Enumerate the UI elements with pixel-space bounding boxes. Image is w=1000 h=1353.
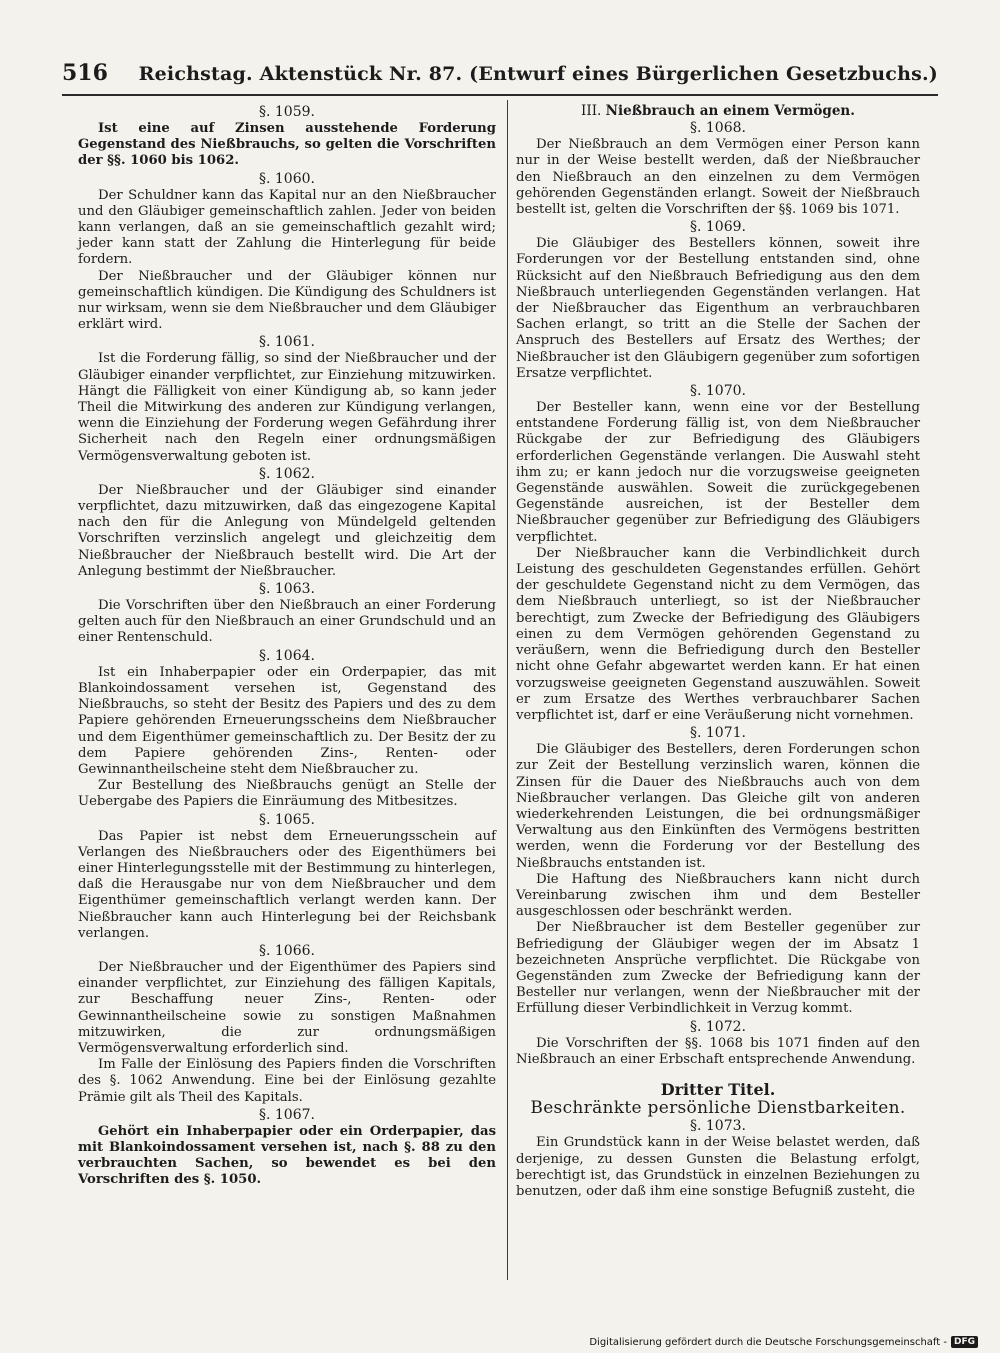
section-number: §. 1063. <box>259 581 315 598</box>
left-column <box>78 103 496 1189</box>
paragraph: Ist eine auf Zinsen ausstehende Forderung Gegenstand des Nießbrauchs, so gelten die Vorschriften der §§. 1060 bis 1062. <box>78 121 496 169</box>
subsection-heading <box>516 103 920 119</box>
paragraph: Ist die Forderung fällig, so sind der Nießbraucher und der Gläubiger einander verpflichtet, zur Einziehung mitzuwirken. Hängt die Fälligkeit von einer Kündigung ab, so kann jeder Theil die Mitwirkung des anderen zur Kündigung verlangen, wenn die Einziehung der Forderung wegen Gefährdung ihrer Sicherheit nach den Regeln einer ordnungsmäßigen Vermögensverwaltung geboten ist. <box>78 351 496 464</box>
paragraph: Der Schuldner kann das Kapital nur an den Nießbraucher und den Gläubiger gemeinschaftlich zahlen. Jeder von beiden kann verlangen, daß an sie gemeinschaftlich gezahlt wird; jeder kann statt der Zahlung die Hinterlegung für beide fordern. <box>78 187 496 268</box>
paragraph: Der Nießbraucher ist dem Besteller gegenüber zur Befriedigung der Gläubiger wegen der im Absatz 1 bezeichneten Ansprüche verpflichtet. Die Rückgabe von Gegenständen zum Zwecke der Befriedigung kann der Besteller nur verlangen, wenn der Nießbraucher mit der Erfüllung dieser Verbindlichkeit in Verzug kommt. <box>516 920 920 1017</box>
footer-credit: Digitalisierung gefördert durch die Deutsche Forschungsgemeinschaft - <box>589 1336 947 1348</box>
section-number: §. 1061. <box>259 334 315 351</box>
paragraph: Zur Bestellung des Nießbrauchs genügt an Stelle der Uebergabe des Papiers die Einräumung des Mitbesitzes. <box>78 778 496 810</box>
paragraph: Der Nießbraucher und der Gläubiger sind einander verpflichtet, dazu mitzuwirken, daß das eingezogene Kapital nach den für die Anlegung von Mündelgeld geltenden Vorschriften verzinslich angelegt und gleichzeitig dem Nießbraucher der Nießbrauch bestellt wird. Die Art der Anlegung bestimmt der Nießbraucher. <box>78 482 496 579</box>
section-number: §. 1062. <box>259 465 315 482</box>
section-number: §. 1072. <box>690 1018 746 1035</box>
title-subheading: Beschränkte persönliche Dienstbarkeiten. <box>530 1098 906 1119</box>
subsection-number: III. <box>581 103 602 119</box>
section-number: §. 1066. <box>259 942 315 959</box>
paragraph: Der Nießbraucher kann die Verbindlichkeit durch Leistung des geschuldeten Gegenstandes erfüllen. Gehört der geschuldete Gegenstand nicht zu dem Vermögen, das dem Nießbrauch unterliegt, so ist der Nießbraucher berechtigt, zum Zwecke der Befriedigung des Gläubigers einen zu dem Vermögen gehörenden Gegenstand zu veräußern, wenn die Befriedigung durch den Besteller nicht ohne Gefahr abgewartet werden kann. Er hat einen vorzugsweise geeigneten Gegenstand auszuwählen. Soweit er zum Ersatze des Werthes verbrauchbarer Sachen verpflichtet ist, darf er eine Veräußerung nicht vornehmen. <box>516 545 920 723</box>
section-number: §. 1071. <box>690 725 746 742</box>
header-rule <box>62 94 938 96</box>
page-footer <box>589 1336 978 1348</box>
section-number: §. 1073. <box>690 1118 746 1135</box>
section-number: §. 1060. <box>259 170 315 187</box>
right-column <box>516 103 920 1200</box>
paragraph: Die Vorschriften der §§. 1068 bis 1071 finden auf den Nießbrauch an einer Erbschaft entsprechende Anwendung. <box>516 1035 920 1067</box>
section-number: §. 1065. <box>259 811 315 828</box>
paragraph: Die Gläubiger des Bestellers können, soweit ihre Forderungen vor der Bestellung entstanden sind, ohne Rücksicht auf den Nießbrauch Befriedigung aus den dem Nießbrauch unterliegenden Gegenständen verlangen. Hat der Nießbraucher das Eigenthum an verbrauchbaren Sachen erlangt, so tritt an die Stelle der Sachen der Anspruch des Bestellers auf Ersatz des Werthes; der Nießbraucher ist den Gläubigern gegenüber zum sofortigen Ersatze verpflichtet. <box>516 236 920 381</box>
section-number: §. 1059. <box>259 104 315 120</box>
paragraph: Ist ein Inhaberpapier oder ein Orderpapier, das mit Blankoindossament versehen ist, Gegenstand des Nießbrauchs, so steht der Besitz des Papiers und des zu dem Papiere gehörenden Erneuerungsscheins dem Nießbraucher und dem Eigenthümer gemeinschaftlich zu. Der Besitz der zu dem Papiere gehörenden Zins-, Renten- oder Gewinnantheilscheine steht dem Nießbraucher zu. <box>78 664 496 777</box>
section-number: §. 1064. <box>259 647 315 664</box>
subsection-title: Nießbrauch an einem Vermögen. <box>605 103 855 119</box>
paragraph: Die Vorschriften über den Nießbrauch an einer Forderung gelten auch für den Nießbrauch an einer Grundschuld und an einer Rentenschuld. <box>78 598 496 646</box>
page-number: 516 <box>62 60 108 86</box>
section-number: §. 1070. <box>690 383 746 400</box>
running-title: Reichstag. Aktenstück Nr. 87. (Entwurf eines Bürgerlichen Gesetzbuchs.) <box>138 63 938 85</box>
section-number: §. 1069. <box>690 219 746 236</box>
column-divider <box>507 100 508 1280</box>
paragraph: Der Besteller kann, wenn eine vor der Bestellung entstandene Forderung fällig ist, von dem Nießbraucher Rückgabe der zur Befriedigung des Gläubigers erforderlichen Gegenstände verlangen. Die Auswahl steht ihm zu; er kann jedoch nur die vorzugsweise geeigneten Gegenstände auswählen. Soweit die zurückgegebenen Gegenstände ausreichen, ist der Besteller dem Nießbraucher gegenüber zur Befriedigung des Gläubigers verpflichtet. <box>516 400 920 545</box>
paragraph: Der Nießbraucher und der Eigenthümer des Papiers sind einander verpflichtet, zur Einziehung des fälligen Kapitals, zur Beschaffung neuer Zins-, Renten- oder Gewinnantheilscheine sowie zu sonstigen Maßnahmen mitzuwirken, die zur ordnungsmäßigen Vermögensverwaltung erforderlich sind. <box>78 959 496 1056</box>
paragraph: Ein Grundstück kann in der Weise belastet werden, daß derjenige, zu dessen Gunsten die Belastung erfolgt, berechtigt ist, das Grundstück in einzelnen Beziehungen zu benutzen, oder daß ihm eine sonstige Befugniß zusteht, die <box>516 1135 920 1199</box>
paragraph: Die Gläubiger des Bestellers, deren Forderungen schon zur Zeit der Bestellung verzinslich waren, können die Zinsen für die Dauer des Nießbrauchs auch von dem Nießbraucher verlangen. Das Gleiche gilt von anderen wiederkehrenden Leistungen, die bei ordnungsmäßiger Verwaltung aus den Einkünften des Vermögens bestritten werden, wenn die Forderung vor der Bestellung des Nießbrauchs entstanden ist. <box>516 742 920 871</box>
dfg-logo: DFG <box>951 1336 978 1348</box>
paragraph: Gehört ein Inhaberpapier oder ein Orderpapier, das mit Blankoindossament versehen ist, nach §. 88 zu den verbrauchten Sachen, so bewendet es bei den Vorschriften des §. 1050. <box>78 1123 496 1188</box>
paragraph: Der Nießbrauch an dem Vermögen einer Person kann nur in der Weise bestellt werden, daß der Nießbraucher den Nießbrauch an den einzelnen zu dem Vermögen gehörenden Gegenständen erlangt. Soweit der Nießbrauch bestellt ist, gelten die Vorschriften der §§. 1069 bis 1071. <box>516 137 920 218</box>
paragraph: Der Nießbraucher und der Gläubiger können nur gemeinschaftlich kündigen. Die Kündigung des Schuldners ist nur wirksam, wenn sie dem Nießbraucher und dem Gläubiger erklärt wird. <box>78 268 496 333</box>
paragraph: Die Haftung des Nießbrauchers kann nicht durch Vereinbarung zwischen ihm und dem Besteller ausgeschlossen oder beschränkt werden. <box>516 871 920 920</box>
paragraph: Das Papier ist nebst dem Erneuerungsschein auf Verlangen des Nießbrauchers oder des Eigenthümers bei einer Hinterlegungsstelle mit der Bestimmung zu hinterlegen, daß die Herausgabe nur von dem Nießbraucher und dem Eigenthümer gemeinschaftlich verlangt werden kann. Der Nießbraucher kann auch Hinterlegung bei der Reichsbank verlangen. <box>78 828 496 941</box>
paragraph: Im Falle der Einlösung des Papiers finden die Vorschriften des §. 1062 Anwendung. Eine bei der Einlösung gezahlte Prämie gilt als Theil des Kapitals. <box>78 1057 496 1105</box>
section-number: §. 1068. <box>690 120 746 137</box>
title-heading: Dritter Titel. <box>660 1079 776 1099</box>
section-number: §. 1067. <box>259 1106 315 1123</box>
page-header <box>62 60 938 88</box>
